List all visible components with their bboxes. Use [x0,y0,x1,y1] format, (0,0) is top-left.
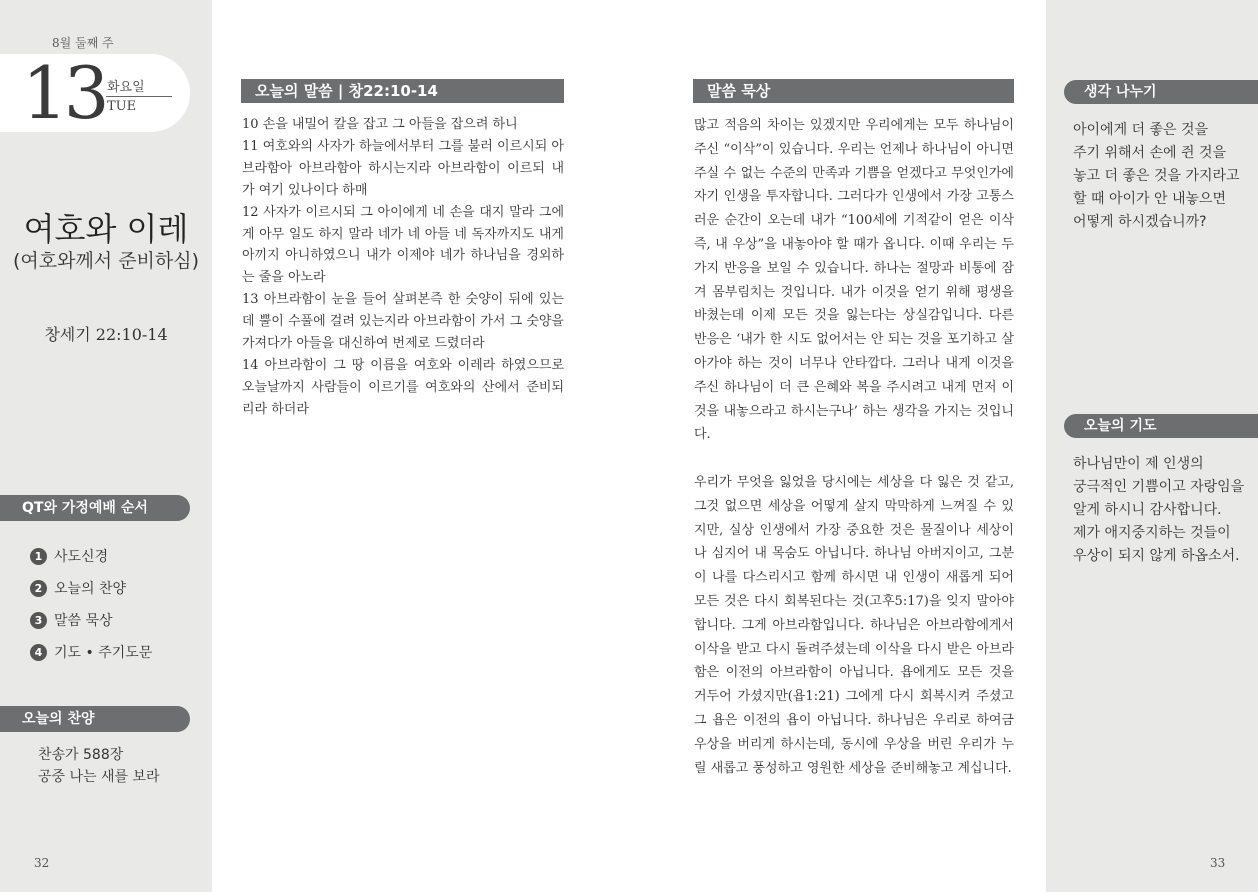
prayer-line: 하나님만이 제 인생의 [1073,456,1204,472]
hymn-number: 찬송가 588장 [38,747,124,763]
order-item-4 [30,636,152,668]
verse: 10 손을 내밀어 칼을 잡고 그 아들을 잡으려 하니 [242,117,518,132]
order-item-label: 말씀 묵상 [54,613,113,629]
order-number-badge: 1 [30,548,47,565]
meditation-header: 말씀 묵상 [693,79,1014,103]
prayer-text [1073,453,1251,568]
verse: 12 사자가 이르시되 그 아이에게 네 손을 대지 말라 그에게 아무 일도 하지 말라 네가 네 아들 네 독자까지도 내게 아끼지 아니하였으니 내가 이제야 네가 하나님을 경외하는 줄을 아노라 [242,204,564,286]
verse: 14 아브라함이 그 땅 이름을 여호와 이레라 하였으므로 오늘날까지 사람들이 이르기를 여호와의 산에서 준비되리라 하더라 [242,357,564,417]
week-label: 8월 둘째 주 [52,36,114,50]
hymn-title: 공중 나는 새를 보라 [38,769,160,785]
share-line: 할 때 아이가 안 내놓으면 [1073,191,1227,207]
prayer-line: 궁극적인 기쁨이고 자랑임을 [1073,479,1245,495]
order-item-label: 사도신경 [54,549,109,565]
passage-header: 오늘의 말씀 | 창22:10-14 [241,79,564,103]
order-item-2 [30,572,152,604]
share-line: 어떻게 하시겠습니까? [1073,214,1207,230]
prayer-section-header: 오늘의 기도 [1064,414,1258,438]
date-divider [106,96,172,97]
order-list [30,540,152,668]
prayer-line: 제가 애지중지하는 것들이 [1073,525,1231,541]
share-line: 놓고 더 좋은 것을 가지라고 [1073,168,1240,184]
order-section-header: QT와 가정예배 순서 [0,495,190,521]
share-line: 주기 위해서 손에 쥔 것을 [1073,145,1227,161]
weekday-korean: 화요일 [107,80,145,95]
verse: 13 아브라함이 눈을 들어 살펴본즉 한 숫양이 뒤에 있는데 뿔이 수풀에 걸려 있는지라 아브라함이 가서 그 숫양을 가져다가 아들을 대신하여 번제로 드렸더라 [242,292,564,352]
prayer-line: 우상이 되지 않게 하옵소서. [1073,548,1240,564]
meditation-text [694,114,1014,780]
day-number: 13 [22,51,106,135]
prayer-line: 알게 하시니 감사합니다. [1073,502,1222,518]
order-item-3 [30,604,152,636]
order-item-label: 오늘의 찬양 [54,581,127,597]
order-item-1 [30,540,152,572]
order-number-badge: 4 [30,644,47,661]
meditation-paragraph: 우리가 무엇을 잃었을 당시에는 세상을 다 잃은 것 같고, 그것 없으면 세상을 어떻게 살지 막막하게 느껴질 수 있지만, 실상 인생에서 가장 중요한 것은 물질이나 세상이나 심지어 내 목숨도 아닙니다. 하나님 아버지이고, 그분이 나를 다스리시고 함께 하시면 내 인생이 새롭게 되어 모든 것은 다시 회복된다는 것(고후5:17)을 잊지 말아야 합니다. 그게 아브라함입니다. 하나님은 아브라함에게서 이삭을 받고 다시 돌려주셨는데 이삭을 다시 받은 아브라함은 이전의 아브라함이 아닙니다. 욥에게도 모든 것을 거두어 가셨지만(욥1:21) 그에게 다시 회복시켜 주셨고 그 욥은 이전의 욥이 아닙니다. 하나님은 우리로 하여금 우상을 버리게 하시는데, 동시에 우상을 버린 우리가 누릴 새롭고 풍성하고 영원한 세상을 준비해놓고 계십니다. [694,474,1014,776]
share-line: 아이에게 더 좋은 것을 [1073,122,1209,138]
order-item-label: 기도 • 주기도문 [54,645,153,661]
hymn-info [38,744,160,788]
weekday-english: TUE [107,99,137,114]
order-number-badge: 2 [30,580,47,597]
page-number-right: 33 [1210,856,1226,870]
page-title: 여호와 이레 [23,210,189,248]
order-number-badge: 3 [30,612,47,629]
page-subtitle: (여호와께서 준비하심) [12,250,200,272]
verse: 11 여호와의 사자가 하늘에서부터 그를 불러 이르시되 아브라함아 아브라함아 하시는지라 아브라함이 이르되 내가 여기 있나이다 하매 [242,138,564,198]
meditation-paragraph: 많고 적음의 차이는 있겠지만 우리에게는 모두 하나님이 주신 “이삭”이 있습니다. 우리는 언제나 하나님이 아니면 주실 수 없는 수준의 만족과 기쁨을 얻겠다고 무엇인가에 자기 인생을 투자합니다. 그러다가 인생에서 가장 고통스러운 순간이 오는데 내가 “100세에 기적같이 얻은 이삭 즉, 내 우상”을 내놓아야 할 때가 옵니다. 이때 우리는 두 가지 반응을 보일 수 있습니다. 하나는 절망과 비통에 잠겨 몸부림치는 것입니다. 내가 이것을 얻기 위해 평생을 바쳤는데 이제 모든 것을 잃는다는 상실감입니다. 다른 반응은 ‘내가 한 시도 없어서는 안 되는 것을 포기하고 살아가야 하는 것이 너무나 안타깝다. 그러나 내게 이것을 주신 하나님이 더 큰 은혜와 복을 주시려고 내게 먼저 이것을 내놓으라고 하시는구나’ 하는 생각을 가지는 것입니다. [694,118,1014,443]
page-number-left: 32 [34,856,50,870]
share-question [1073,119,1251,234]
passage-text [242,114,564,421]
share-section-header: 생각 나누기 [1064,80,1258,104]
hymn-section-header: 오늘의 찬양 [0,706,190,732]
scripture-reference: 창세기 22:10-14 [44,325,168,344]
